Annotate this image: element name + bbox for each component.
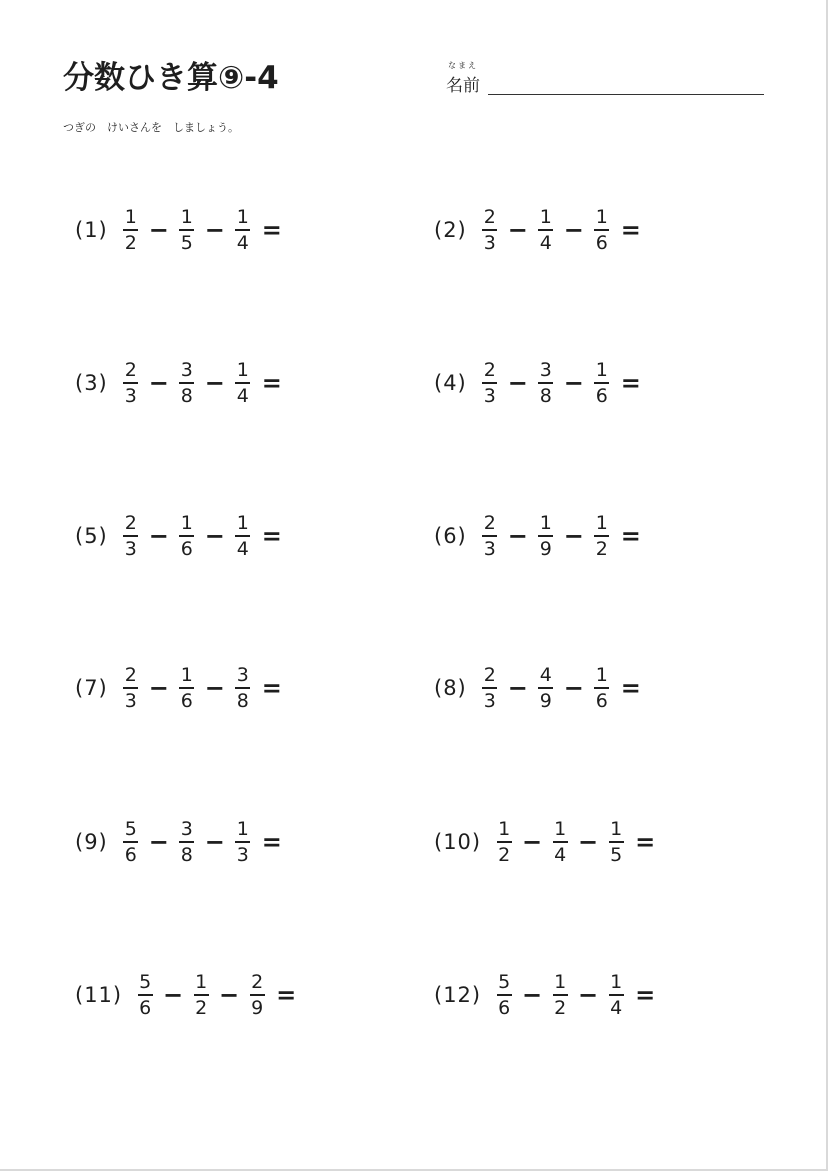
fraction [120,205,142,254]
fraction-numerator: 3 [180,358,193,381]
fraction-denominator: 2 [195,996,208,1019]
fraction-denominator: 6 [498,996,511,1019]
fraction-denominator: 4 [236,537,249,560]
minus-sign: − [204,522,225,550]
equals-sign: = [276,981,297,1009]
fraction [479,663,501,712]
fraction-numerator: 1 [539,205,552,228]
fraction-numerator: 2 [483,511,496,534]
minus-sign: − [563,216,584,244]
problem [434,965,655,1025]
equals-sign: = [620,216,641,244]
instructions: つぎの けいさんを しましょう。 [63,121,239,134]
fraction [479,205,501,254]
fraction-denominator: 3 [124,689,137,712]
fraction-numerator: 1 [595,205,608,228]
fraction [479,511,501,560]
minus-sign: − [522,828,543,856]
minus-sign: − [148,522,169,550]
fraction-numerator: 4 [539,663,552,686]
fraction-numerator: 1 [554,817,567,840]
fraction-numerator: 5 [139,970,152,993]
fraction-denominator: 8 [539,384,552,407]
fraction [605,970,627,1019]
fraction-denominator: 6 [180,537,193,560]
fraction-denominator: 3 [483,689,496,712]
problem-number: (6) [434,524,467,548]
fraction [232,817,254,866]
equals-sign: = [261,369,282,397]
fraction-numerator: 1 [498,817,511,840]
fraction [232,358,254,407]
name-label: 名前 [446,76,480,96]
minus-sign: − [148,369,169,397]
minus-sign: − [204,674,225,702]
worksheet-title: 分数ひき算⑨-4 [63,60,279,96]
fraction [591,663,613,712]
fraction [176,511,198,560]
fraction-numerator: 1 [595,358,608,381]
fraction-numerator: 2 [483,663,496,686]
minus-sign: − [148,216,169,244]
fraction [549,970,571,1019]
equals-sign: = [261,828,282,856]
fraction-denominator: 3 [124,537,137,560]
equals-sign: = [261,522,282,550]
fraction-denominator: 2 [554,996,567,1019]
fraction [176,358,198,407]
problem-number: (3) [75,371,108,395]
fraction-denominator: 4 [610,996,623,1019]
fraction-denominator: 3 [483,384,496,407]
fraction-denominator: 8 [236,689,249,712]
fraction [190,970,212,1019]
fraction [549,817,571,866]
equals-sign: = [635,828,656,856]
fraction-numerator: 1 [195,970,208,993]
problem-number: (9) [75,830,108,854]
problem-number: (12) [434,983,482,1007]
fraction-denominator: 2 [498,843,511,866]
problem [434,506,641,566]
fraction [493,970,515,1019]
minus-sign: − [148,674,169,702]
equals-sign: = [620,674,641,702]
fraction-denominator: 3 [483,231,496,254]
problem [434,812,655,872]
problem-number: (7) [75,676,108,700]
fraction [120,511,142,560]
minus-sign: − [204,828,225,856]
equals-sign: = [620,369,641,397]
minus-sign: − [148,828,169,856]
fraction [176,205,198,254]
problem-number: (8) [434,676,467,700]
fraction-numerator: 3 [539,358,552,381]
equals-sign: = [261,216,282,244]
fraction [479,358,501,407]
fraction-numerator: 1 [236,511,249,534]
fraction [246,970,268,1019]
equals-sign: = [261,674,282,702]
minus-sign: − [578,981,599,1009]
fraction [232,663,254,712]
minus-sign: − [204,216,225,244]
minus-sign: − [219,981,240,1009]
fraction-denominator: 5 [610,843,623,866]
name-field[interactable] [488,94,764,95]
fraction [535,358,557,407]
minus-sign: − [163,981,184,1009]
fraction-numerator: 2 [124,663,137,686]
fraction-numerator: 1 [180,205,193,228]
fraction-numerator: 1 [610,817,623,840]
fraction [232,205,254,254]
name-ruby: なまえ [448,61,478,70]
fraction-numerator: 1 [554,970,567,993]
problem-number: (4) [434,371,467,395]
fraction-denominator: 4 [236,231,249,254]
fraction [232,511,254,560]
problem [75,353,282,413]
fraction-numerator: 2 [483,358,496,381]
fraction-numerator: 1 [610,970,623,993]
fraction [176,663,198,712]
fraction [493,817,515,866]
fraction-numerator: 1 [236,358,249,381]
problem [75,506,282,566]
minus-sign: − [204,369,225,397]
fraction [535,511,557,560]
fraction-numerator: 5 [124,817,137,840]
fraction-numerator: 1 [539,511,552,534]
minus-sign: − [563,369,584,397]
problem [434,200,641,260]
fraction-numerator: 1 [236,817,249,840]
problem-number: (5) [75,524,108,548]
fraction-numerator: 5 [498,970,511,993]
fraction [176,817,198,866]
fraction-denominator: 8 [180,843,193,866]
minus-sign: − [563,674,584,702]
fraction-denominator: 6 [595,384,608,407]
fraction [605,817,627,866]
fraction-denominator: 8 [180,384,193,407]
fraction [120,358,142,407]
fraction-numerator: 1 [180,511,193,534]
minus-sign: − [507,674,528,702]
fraction-numerator: 2 [251,970,264,993]
fraction-denominator: 4 [539,231,552,254]
fraction-numerator: 1 [236,205,249,228]
fraction [591,358,613,407]
equals-sign: = [635,981,656,1009]
problem-number: (1) [75,218,108,242]
problem-number: (10) [434,830,482,854]
minus-sign: − [522,981,543,1009]
problem [434,658,641,718]
equals-sign: = [620,522,641,550]
fraction-denominator: 2 [595,537,608,560]
minus-sign: − [563,522,584,550]
problem [75,658,282,718]
fraction-numerator: 2 [124,358,137,381]
fraction-denominator: 3 [483,537,496,560]
fraction [134,970,156,1019]
minus-sign: − [507,522,528,550]
problem [75,812,282,872]
fraction-numerator: 3 [236,663,249,686]
minus-sign: − [507,369,528,397]
fraction-denominator: 6 [595,689,608,712]
fraction [591,511,613,560]
fraction-numerator: 3 [180,817,193,840]
problem-number: (2) [434,218,467,242]
fraction-denominator: 6 [180,689,193,712]
fraction-denominator: 6 [124,843,137,866]
fraction-denominator: 3 [236,843,249,866]
fraction [591,205,613,254]
fraction-denominator: 6 [139,996,152,1019]
fraction-denominator: 4 [554,843,567,866]
fraction-numerator: 2 [483,205,496,228]
fraction [535,663,557,712]
minus-sign: − [578,828,599,856]
problem-number: (11) [75,983,123,1007]
fraction-numerator: 1 [180,663,193,686]
fraction-denominator: 9 [539,537,552,560]
fraction-numerator: 2 [124,511,137,534]
fraction-denominator: 3 [124,384,137,407]
fraction [120,817,142,866]
problem [75,200,282,260]
fraction-denominator: 4 [236,384,249,407]
fraction-denominator: 2 [124,231,137,254]
fraction-numerator: 1 [595,511,608,534]
fraction-denominator: 9 [539,689,552,712]
problem [434,353,641,413]
fraction-denominator: 6 [595,231,608,254]
name-area [446,60,766,100]
minus-sign: − [507,216,528,244]
fraction-denominator: 5 [180,231,193,254]
fraction [535,205,557,254]
fraction-numerator: 1 [595,663,608,686]
fraction-denominator: 9 [251,996,264,1019]
fraction-numerator: 1 [124,205,137,228]
fraction [120,663,142,712]
problem [75,965,296,1025]
